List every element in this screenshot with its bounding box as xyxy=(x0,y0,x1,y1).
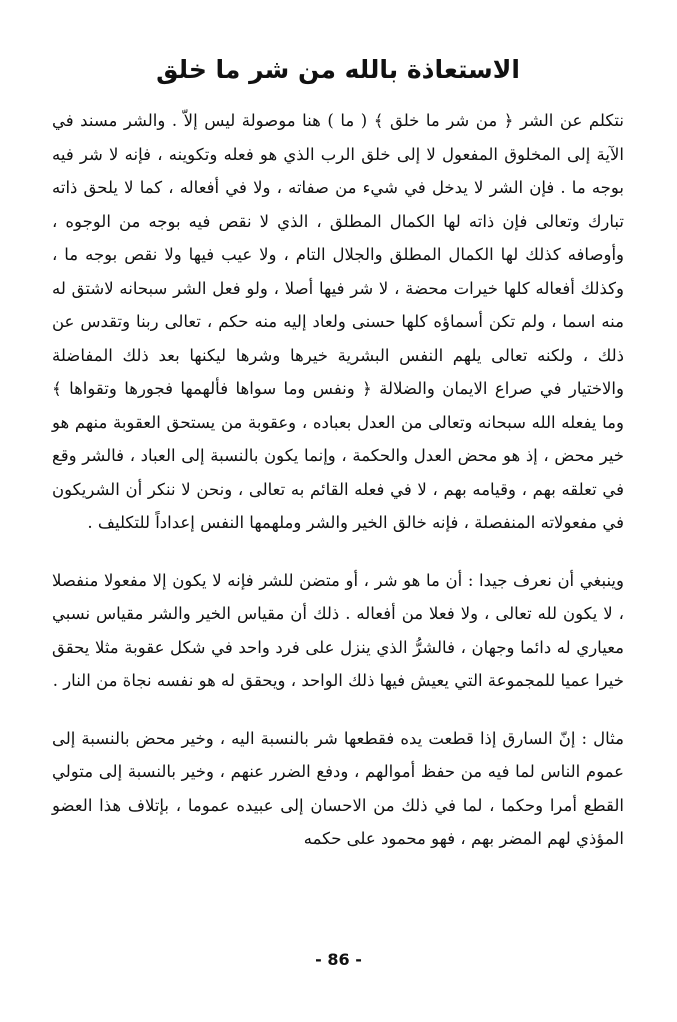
body-paragraph-1: نتكلم عن الشر ﴿ من شر ما خلق ﴾ ( ما ) هنا موصولة ليس إلاّ . والشر مسند في الآية إلى المخلوق المفعول لا إلى خلق الرب الذي هو فعله وتكوينه ، فإنه لا شر فيه بوجه ما . فإن الشر لا يدخل في شيء من صفاته ، ولا في أفعاله ، كما لا يلحق ذاته تبارك وتعالى فإن ذاته لها الكمال المطلق ، الذي لا نقص فيه بوجه من الوجوه ، وأوصافه كذلك لها الكمال المطلق والجلال التام ، ولا عيب فيها ولا نقص بوجه ما ، وكذلك أفعاله كلها خيرات محضة ، لا شر فيها أصلا ، ولو فعل الشر سبحانه لاشتق له منه اسما ، ولم تكن أسماؤه كلها حسنى ولعاد إليه منه حكم ، تعالى ربنا وتقدس عن ذلك ، ولكنه تعالى يلهم النفس البشرية خيرها وشرها ليكنها بعد ذلك المفاضلة والاختيار في صراع الايمان والضلالة ﴿ ونفس وما سواها فألهمها فجورها وتقواها ﴾ وما يفعله الله سبحانه وتعالى من العدل بعباده ، وعقوبة من يستحق العقوبة منهم هو خير محض ، إذ هو محض العدل والحكمة ، وإنما يكون بالنسبة إلى العباد ، فالشر وقع في تعلقه بهم ، وقيامه بهم ، لا في فعله القائم به تعالى ، ونحن لا ننكر أن الشريكون في مفعولاته المنفصلة ، فإنه خالق الخير والشر وملهمها النفس إعداداً للتكليف . xyxy=(52,111,624,532)
body-paragraph-2: وينبغي أن نعرف جيدا : أن ما هو شر ، أو متضن للشر فإنه لا يكون إلا مفعولا منفصلا ، لا يكون لله تعالى ، ولا فعلا من أفعاله . ذلك أن مقياس الخير والشر مقياس نسبي معياري له دائما وجهان ، فالشرُّ الذي ينزل على فرد واحد في شكل عقوبة مثلا يحقق خيرا عميا للمجموعة التي يعيش فيها ذلك الواحد ، ويحقق له هو نفسه نجاة من النار . xyxy=(52,570,624,690)
body-paragraph-3: مثال : إنّ السارق إذا قطعت يده فقطعها شر بالنسبة اليه ، وخير محض بالنسبة إلى عموم الناس لما فيه من حفظ أموالهم ، ودفع الضرر عنهم ، وخير بالنسبة إلى متولي القطع أمرا وحكما ، لما في ذلك من الاحسان إلى عبيده عموما ، بإتلاف هذا العضو المؤذي لهم المضر بهم ، فهو محمود على حكمه xyxy=(52,728,624,848)
page-number: - 86 - xyxy=(315,950,362,969)
document-page xyxy=(52,40,624,856)
page-title: الاستعاذة بالله من شر ما خلق xyxy=(156,55,520,84)
